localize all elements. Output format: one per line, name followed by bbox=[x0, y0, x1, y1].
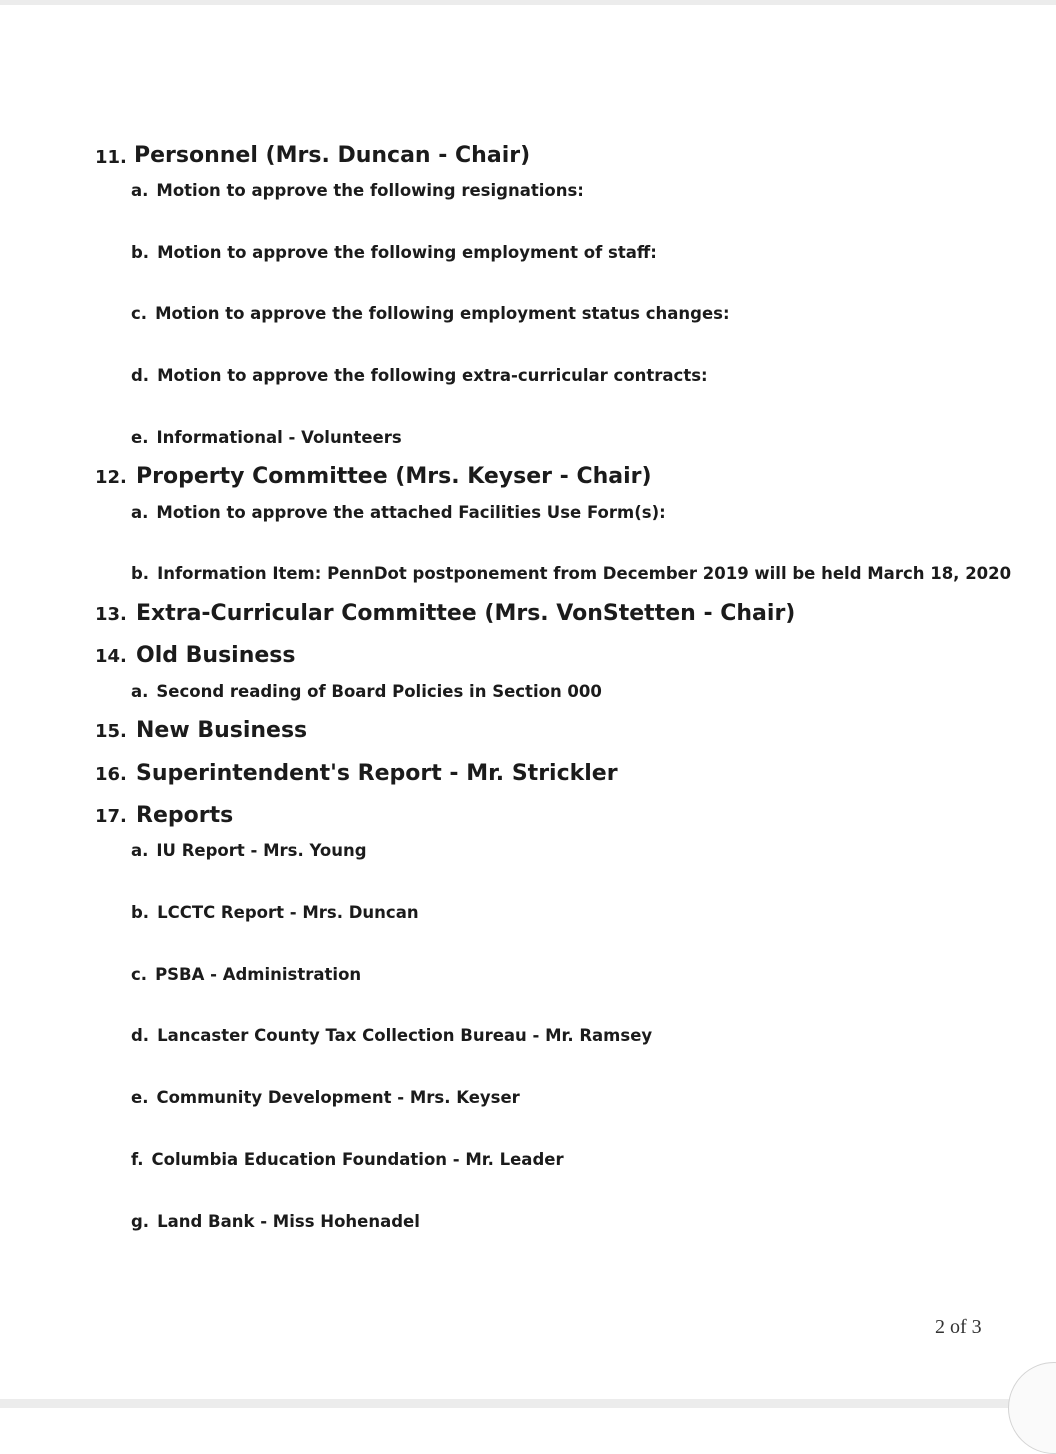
item-letter: b. bbox=[131, 243, 150, 262]
item-text: PSBA - Administration bbox=[155, 965, 362, 984]
section-title: Extra-Curricular Committee (Mrs. VonStetten - Chair) bbox=[136, 601, 796, 626]
item-letter: d. bbox=[131, 1026, 150, 1045]
top-edge bbox=[0, 0, 1056, 5]
section-number: 13. bbox=[95, 604, 127, 625]
section-title: Property Committee (Mrs. Keyser - Chair) bbox=[136, 464, 652, 489]
agenda-item bbox=[131, 1088, 520, 1108]
item-text: Information Item: PennDot postponement from December 2019 will be held March 18, 2020 bbox=[157, 564, 1012, 583]
item-letter: e. bbox=[131, 428, 149, 447]
item-text: Motion to approve the attached Facilities Use Form(s): bbox=[156, 503, 666, 522]
item-text: Lancaster County Tax Collection Bureau - Mr. Ramsey bbox=[157, 1026, 653, 1045]
item-letter: a. bbox=[131, 503, 149, 522]
item-text: Motion to approve the following resignations: bbox=[156, 181, 584, 200]
bottom-edge bbox=[0, 1399, 1056, 1408]
agenda-item bbox=[131, 682, 602, 702]
section-number: 14. bbox=[95, 646, 127, 667]
item-letter: b. bbox=[131, 903, 150, 922]
section-title: Personnel (Mrs. Duncan - Chair) bbox=[134, 143, 531, 168]
section-title: Old Business bbox=[136, 643, 296, 668]
section-title: Superintendent's Report - Mr. Strickler bbox=[136, 761, 618, 786]
agenda-item bbox=[131, 1150, 564, 1170]
item-letter: f. bbox=[131, 1150, 144, 1169]
section-number: 11. bbox=[95, 147, 127, 168]
item-text: Informational - Volunteers bbox=[156, 428, 402, 447]
item-text: IU Report - Mrs. Young bbox=[156, 841, 367, 860]
section-title: New Business bbox=[136, 718, 308, 743]
section-number: 16. bbox=[95, 764, 127, 785]
item-text: LCCTC Report - Mrs. Duncan bbox=[157, 903, 419, 922]
agenda-item bbox=[131, 841, 367, 861]
item-letter: b. bbox=[131, 564, 150, 583]
page-number: 2 of 3 bbox=[935, 1316, 982, 1338]
item-letter: g. bbox=[131, 1212, 150, 1231]
item-text: Community Development - Mrs. Keyser bbox=[156, 1088, 520, 1107]
item-text: Columbia Education Foundation - Mr. Leader bbox=[151, 1150, 564, 1169]
item-text: Motion to approve the following employment of staff: bbox=[157, 243, 657, 262]
agenda-item bbox=[131, 243, 657, 263]
item-text: Second reading of Board Policies in Section 000 bbox=[156, 682, 602, 701]
agenda-item bbox=[131, 965, 361, 985]
page-curl-icon[interactable] bbox=[1008, 1362, 1056, 1454]
section-number: 12. bbox=[95, 467, 127, 488]
item-letter: d. bbox=[131, 366, 150, 385]
item-text: Land Bank - Miss Hohenadel bbox=[157, 1212, 420, 1231]
agenda-item bbox=[131, 304, 730, 324]
agenda-item bbox=[131, 503, 666, 523]
item-letter: c. bbox=[131, 304, 148, 323]
item-text: Motion to approve the following extra-curricular contracts: bbox=[157, 366, 708, 385]
item-letter: a. bbox=[131, 682, 149, 701]
agenda-item bbox=[131, 366, 708, 386]
agenda-item bbox=[131, 1212, 420, 1232]
item-letter: a. bbox=[131, 181, 149, 200]
agenda-item bbox=[131, 903, 419, 923]
section-title: Reports bbox=[136, 803, 234, 828]
item-letter: e. bbox=[131, 1088, 149, 1107]
item-text: Motion to approve the following employment status changes: bbox=[155, 304, 730, 323]
agenda-item bbox=[131, 1026, 652, 1046]
section-number: 17. bbox=[95, 806, 127, 827]
item-letter: c. bbox=[131, 965, 148, 984]
agenda-item bbox=[131, 181, 584, 201]
agenda-item bbox=[131, 428, 402, 448]
agenda-item bbox=[131, 564, 1011, 584]
item-letter: a. bbox=[131, 841, 149, 860]
section-number: 15. bbox=[95, 721, 127, 742]
